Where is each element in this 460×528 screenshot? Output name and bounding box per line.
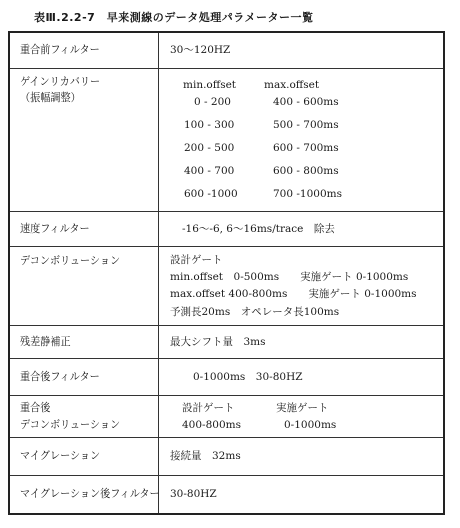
row-label: 重合後 bbox=[20, 401, 51, 415]
row-line: min.offset 0-500ms 実施ゲート 0-1000ms bbox=[170, 270, 409, 283]
header-min-offset: min.offset bbox=[183, 78, 237, 91]
grid-cell: 600 -1000 bbox=[184, 188, 238, 201]
row-line: 設計ゲート bbox=[170, 253, 223, 266]
grid-cell: 400-800ms bbox=[182, 418, 241, 431]
row-label: 重合後フィルター bbox=[20, 370, 100, 384]
table-row bbox=[10, 437, 443, 476]
header-design-gate: 設計ゲート bbox=[182, 402, 235, 415]
grid-cell: 500 - 700ms bbox=[273, 119, 339, 132]
header-applied-gate: 実施ゲート bbox=[276, 402, 329, 415]
row-value: 30-80HZ bbox=[170, 488, 217, 500]
row-label: 重合前フィルター bbox=[20, 43, 100, 57]
grid-cell: 600 - 800ms bbox=[273, 165, 339, 178]
grid-cell: 100 - 300 bbox=[184, 119, 235, 132]
row-line: max.offset 400-800ms 実施ゲート 0-1000ms bbox=[170, 288, 417, 301]
row-label: ゲインリカバリー bbox=[20, 75, 101, 89]
row-value: 最大シフト量 3ms bbox=[170, 336, 266, 349]
grid-cell: 0 - 200 bbox=[194, 96, 231, 109]
grid-cell: 400 - 700 bbox=[184, 165, 235, 178]
grid-cell: 200 - 500 bbox=[184, 142, 235, 155]
grid-cell: 700 -1000ms bbox=[273, 188, 342, 201]
row-label: マイグレーション後フィルター bbox=[20, 487, 160, 500]
gain-grid bbox=[10, 68, 447, 224]
grid-cell: 400 - 600ms bbox=[273, 96, 339, 109]
row-label-sub: デコンボリューション bbox=[20, 417, 121, 431]
row-label-sub: （振幅調整） bbox=[20, 91, 81, 104]
table-row bbox=[10, 33, 443, 69]
table-row bbox=[10, 68, 443, 212]
grid-cell: 600 - 700ms bbox=[273, 142, 339, 155]
row-line: 予測長20ms オペレータ長100ms bbox=[170, 305, 340, 318]
row-label: デコンボリューション bbox=[20, 254, 121, 268]
table-row bbox=[10, 358, 443, 396]
row-value: 接続量 32ms bbox=[170, 450, 241, 462]
table-title: 表Ⅲ.2.2-7 早来測線のデータ処理パラメーター一覧 bbox=[34, 11, 314, 24]
table-row bbox=[10, 395, 443, 438]
row-value: 0-1000ms 30-80HZ bbox=[193, 371, 303, 384]
row-value: 30〜120HZ bbox=[170, 44, 231, 57]
table-row bbox=[10, 211, 443, 247]
row-value: -16〜-6, 6〜16ms/trace 除去 bbox=[182, 223, 335, 236]
table-row bbox=[10, 246, 443, 326]
row-label: マイグレーション bbox=[20, 449, 101, 462]
gate-grid bbox=[10, 395, 447, 443]
header-max-offset: max.offset bbox=[264, 78, 320, 91]
grid-cell: 0-1000ms bbox=[284, 418, 337, 431]
row-label: 速度フィルター bbox=[20, 222, 90, 236]
table-row bbox=[10, 475, 443, 513]
parameter-table bbox=[8, 31, 445, 515]
row-label: 残差静補正 bbox=[20, 335, 71, 349]
table-row bbox=[10, 325, 443, 359]
